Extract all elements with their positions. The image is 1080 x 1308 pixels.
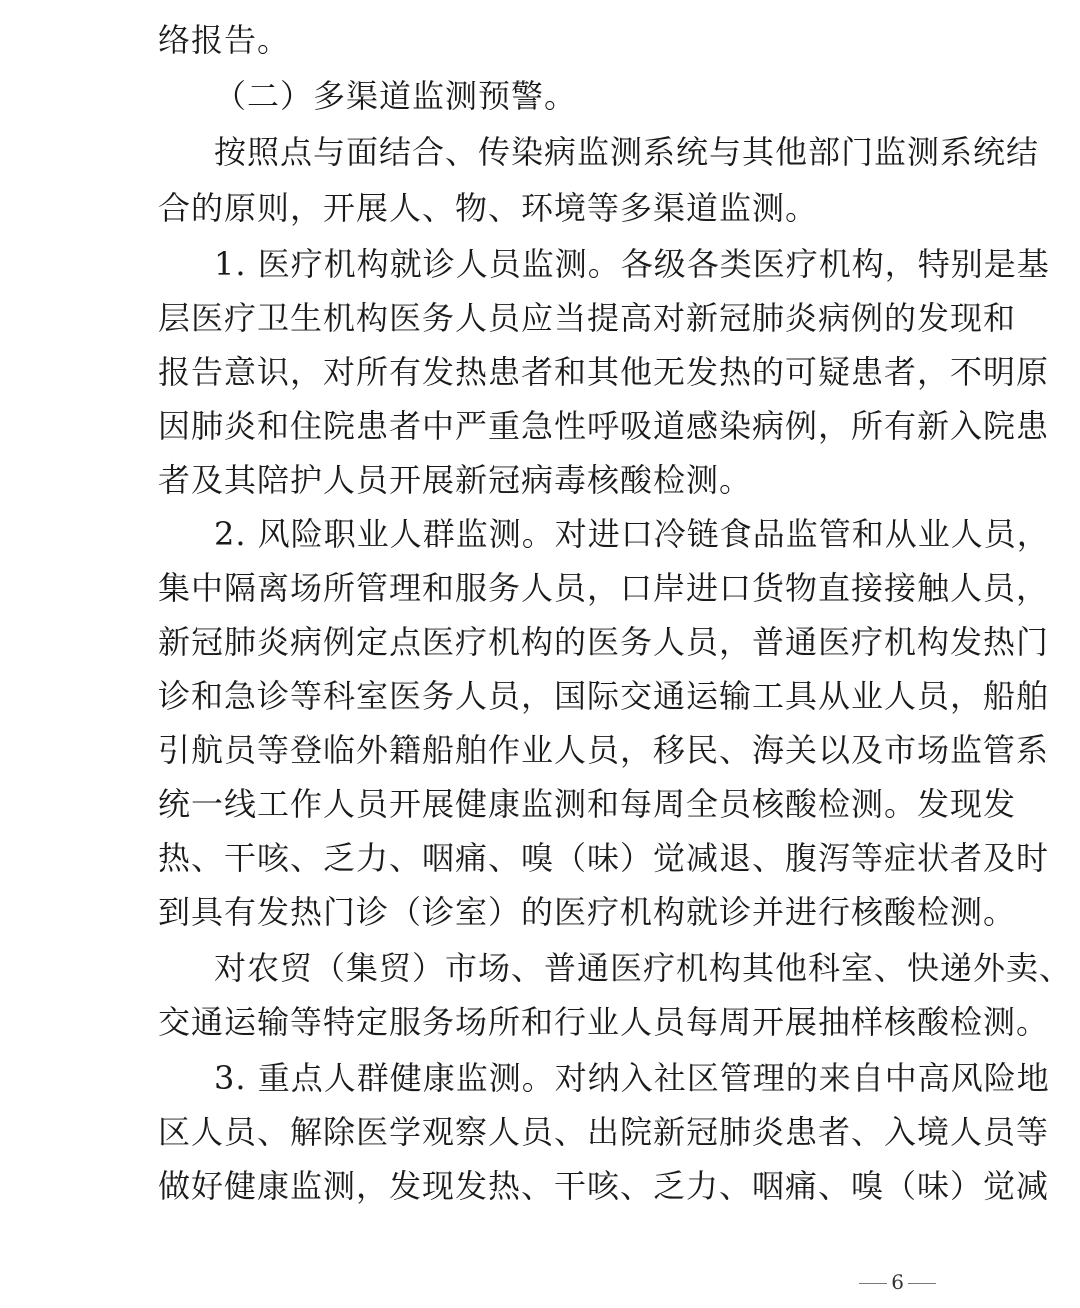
page-footer [855, 1268, 940, 1296]
text-line: 到具有发热门诊（诊室）的医疗机构就诊并进行核酸检测。 [158, 893, 1017, 931]
text-line: 报告意识，对所有发热患者和其他无发热的可疑患者，不明原 [158, 353, 1050, 391]
text-line: 热、干咳、乏力、咽痛、嗅（味）觉减退、腹泻等症状者及时 [158, 839, 1050, 877]
text-line: 新冠肺炎病例定点医疗机构的医务人员，普通医疗机构发热门 [158, 623, 1050, 661]
text-line: 做好健康监测，发现发热、干咳、乏力、咽痛、嗅（味）觉减 [158, 1167, 1050, 1205]
footer-dash-right [908, 1283, 936, 1284]
text-line: 引航员等登临外籍船舶作业人员，移民、海关以及市场监管系 [158, 731, 1050, 769]
text-line: 诊和急诊等科室医务人员，国际交通运输工具从业人员，船舶 [158, 677, 1050, 715]
text-line: 1. 医疗机构就诊人员监测。各级各类医疗机构，特别是基 [214, 245, 1050, 283]
text-line: 对农贸（集贸）市场、普通医疗机构其他科室、快递外卖、 [214, 949, 1073, 987]
footer-dash-left [859, 1283, 887, 1284]
text-line: 层医疗卫生机构医务人员应当提高对新冠肺炎病例的发现和 [158, 299, 1017, 337]
section-heading: （二）多渠道监测预警。 [214, 77, 578, 115]
text-line: 2. 风险职业人群监测。对进口冷链食品监管和从业人员， [214, 515, 1050, 553]
text-line: 统一线工作人员开展健康监测和每周全员核酸检测。发现发 [158, 785, 1017, 823]
text-line: 3. 重点人群健康监测。对纳入社区管理的来自中高风险地 [214, 1059, 1050, 1097]
text-line: 交通运输等特定服务场所和行业人员每周开展抽样核酸检测。 [158, 1003, 1050, 1041]
text-line: 集中隔离场所管理和服务人员，口岸进口货物直接接触人员， [158, 569, 1050, 607]
text-line: 络报告。 [158, 21, 291, 59]
text-line: 合的原则，开展人、物、环境等多渠道监测。 [158, 189, 819, 227]
text-line: 区人员、解除医学观察人员、出院新冠肺炎患者、入境人员等 [158, 1113, 1050, 1151]
text-line: 因肺炎和住院患者中严重急性呼吸道感染病例，所有新入院患 [158, 407, 1050, 445]
text-line: 按照点与面结合、传染病监测系统与其他部门监测系统结 [214, 133, 1040, 171]
text-line: 者及其陪护人员开展新冠病毒核酸检测。 [158, 461, 753, 499]
page-number: 6 [891, 1270, 904, 1294]
